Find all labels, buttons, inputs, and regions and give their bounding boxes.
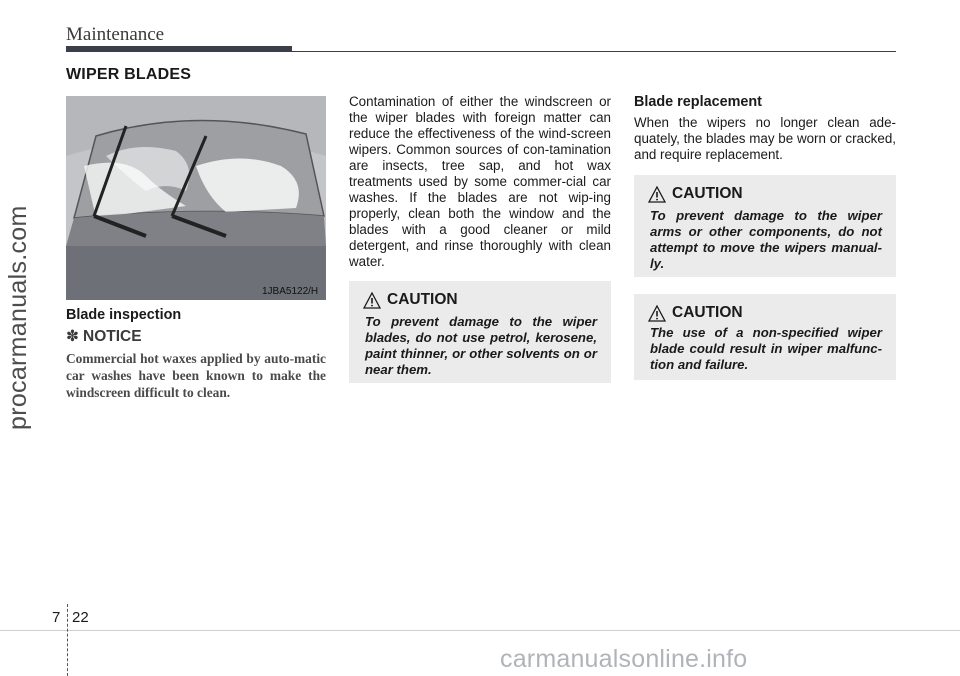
windscreen-drawing [66, 96, 326, 300]
caution-title: CAUTION [387, 291, 458, 308]
blade-inspection-heading: Blade inspection [66, 307, 182, 323]
warning-triangle-icon [648, 186, 666, 203]
replacement-paragraph: When the wipers no longer clean ade-quately, the blades may be worn or cracked, and require replacement. [634, 115, 896, 162]
notice-text: Commercial hot waxes applied by auto-matic car washes have been known to make the windscreen difficult to clean. [66, 351, 326, 400]
figure-caption: 1JBA5122/H [262, 286, 319, 297]
page-separator [67, 604, 68, 676]
caution-text: To prevent damage to the wiper arms or other components, do not attempt to move the wipers manual-ly. [650, 208, 882, 271]
caution-box-solvents [349, 281, 611, 383]
caution-box-manual-move [634, 175, 896, 277]
section-title: WIPER BLADES [66, 66, 192, 83]
page-number: 22 [72, 609, 89, 626]
chapter-number: 7 [52, 609, 61, 626]
caution-box-non-specified [634, 294, 896, 380]
warning-triangle-icon [648, 305, 666, 322]
side-watermark: procarmanuals.com [4, 205, 32, 430]
notice-icon: ✽ [66, 328, 79, 345]
caution-title: CAUTION [672, 185, 743, 202]
caution-text: To prevent damage to the wiper blades, do not use petrol, kerosene, paint thinner, or other solvents on or near them. [365, 314, 597, 377]
caution-header [648, 185, 743, 203]
caution-title: CAUTION [672, 304, 743, 321]
warning-triangle-icon [363, 292, 381, 309]
header-bar [66, 46, 292, 52]
blade-replacement-heading: Blade replacement [634, 94, 762, 110]
notice-label: NOTICE [83, 328, 142, 345]
notice-heading [66, 327, 142, 346]
caution-header [648, 304, 743, 322]
header-rule [292, 51, 896, 52]
footer-watermark: carmanualsonline.info [500, 645, 748, 673]
windscreen-illustration [66, 96, 326, 300]
contamination-paragraph: Contamination of either the windscreen or the wiper blades with foreign matter can reduce the effectiveness of the wind-screen wipers. Common sources of con-tamination are insects, tree sap, and hot wax treatments used by some commer-cial car washes. If the blades are not wip-ing properly, clean both the window and the blades with a good cleaner or mild detergent, and rinse thoroughly with clean water. [349, 94, 611, 269]
header-title: Maintenance [66, 24, 165, 45]
caution-header [363, 291, 458, 309]
caution-text: The use of a non-specified wiper blade could result in wiper malfunc-tion and failure. [650, 325, 882, 372]
footer-rule [0, 630, 960, 631]
